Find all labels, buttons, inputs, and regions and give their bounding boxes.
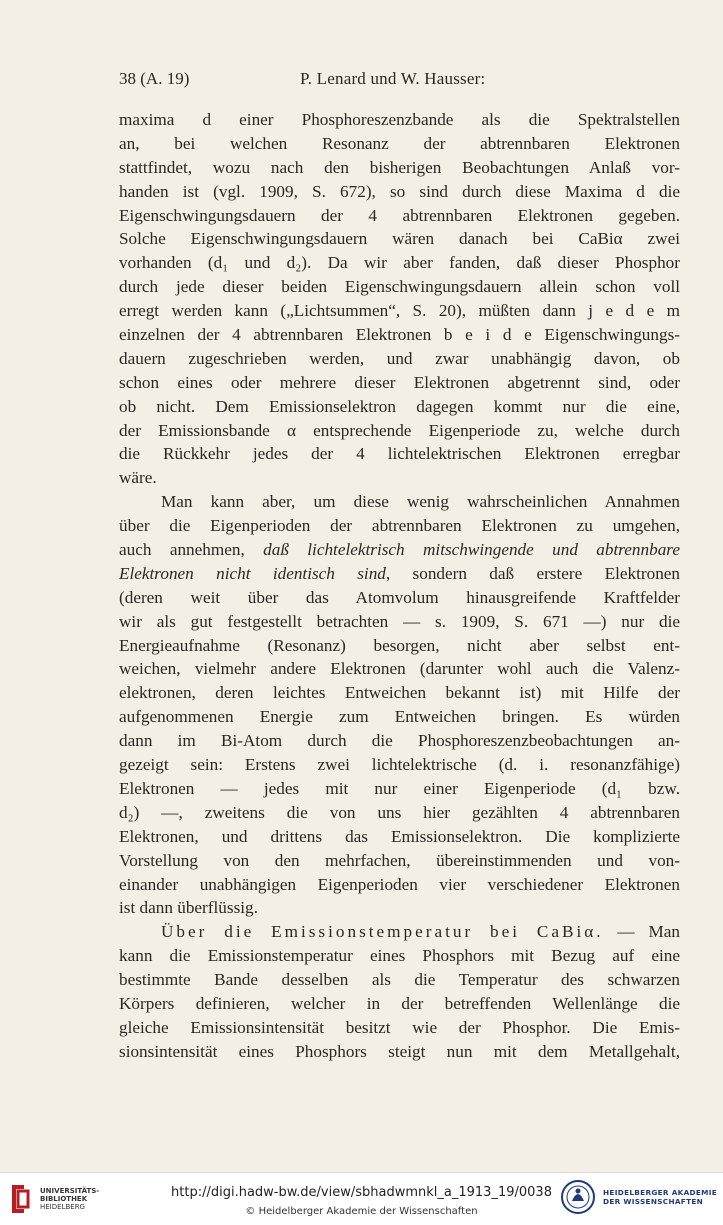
emphasis-text: Elektronen nicht identisch sind	[119, 563, 386, 583]
paragraph-3	[119, 920, 680, 1063]
paragraph-2	[119, 490, 680, 920]
text-line: handen ist (vgl. 1909, S. 672), so sind durch diese Maxima d die	[119, 181, 680, 201]
text-line: Elektronen, und drittens das Emissionselektron. Die komplizierte	[119, 826, 680, 846]
text-line: aufgenommenen Energie zum Entweichen bringen. Es würden	[119, 707, 680, 727]
running-title: P. Lenard und W. Hausser:	[300, 69, 486, 88]
text-line: erregt werden kann („Lichtsummen“, S. 20), müßten dann j e d e m	[119, 301, 680, 321]
text-run: — Man	[603, 922, 680, 942]
text-line: bestimmte Bande desselben als die Temperatur des schwarzen	[119, 970, 680, 990]
text-line: Körpers definieren, welcher in der betreffenden Wellenlänge die	[119, 993, 680, 1013]
text-line: ob nicht. Dem Emissionselektron dagegen kommt nur die eine,	[119, 396, 680, 416]
text-line: schon eines oder mehrere dieser Elektronen abgetrennt sind, oder	[119, 372, 680, 392]
body-text	[119, 108, 680, 1064]
text-line	[119, 920, 680, 944]
text-line: einzelnen der 4 abtrennbaren Elektronen b e i d e Eigenschwingungs-	[119, 325, 680, 345]
text-line: vorhanden (d₁ und d₂). Da wir aber fanden, daß dieser Phosphor	[119, 253, 680, 273]
text-line: ist dann überflüssig.	[119, 898, 258, 918]
text-line: elektronen, deren leichtes Entweichen bekannt ist) mit Hilfe der	[119, 683, 680, 703]
paragraph-2-continued	[119, 586, 680, 920]
text-line: maxima d einer Phosphoreszenzbande als die Spektralstellen	[119, 110, 680, 129]
text-line: sionsintensität eines Phosphors steigt nun mit dem Metallgehalt,	[119, 1041, 680, 1061]
paragraph-3-continued	[119, 944, 680, 1063]
text-line: über die Eigenperioden der abtrennbaren Elektronen zu umgehen,	[119, 516, 680, 536]
text-line	[119, 538, 680, 562]
text-line: Man kann aber, um diese wenig wahrscheinlichen Annahmen	[161, 492, 680, 512]
footer-bar	[0, 1172, 723, 1225]
academy-seal-icon	[560, 1179, 596, 1215]
text-line: an, bei welchen Resonanz der abtrennbaren Elektronen	[119, 133, 680, 153]
text-line: Energieaufnahme (Resonanz) besorgen, nicht aber selbst ent-	[119, 635, 680, 655]
text-line: (deren weit über das Atomvolum hinausgreifende Kraftfelder	[119, 587, 680, 607]
library-name-line: BIBLIOTHEK	[40, 1195, 88, 1203]
text-line: Eigenschwingungsdauern der 4 abtrennbaren Elektronen gegeben.	[119, 205, 680, 225]
library-name-line: HEIDELBERG	[40, 1203, 85, 1211]
text-run: , sondern daß erstere Elektronen	[385, 563, 681, 583]
permalink-url[interactable]: http://digi.hadw-bw.de/view/sbhadwmnkl_a_1913_19/0038	[171, 1185, 552, 1200]
text-line: der Emissionsbande α entsprechende Eigenperiode zu, welche durch	[119, 420, 680, 440]
academy-name	[603, 1188, 717, 1206]
text-line: dauern zugeschrieben werden, und zwar unabhängig davon, ob	[119, 348, 680, 368]
text-line: Elektronen — jedes mit nur einer Eigenperiode (d₁ bzw.	[119, 778, 680, 798]
copyright-notice: © Heidelberger Akademie der Wissenschaften	[245, 1206, 478, 1217]
text-line: d₂) —, zweitens die von uns hier gezählten 4 abtrennbaren	[119, 802, 680, 822]
text-line: gleiche Emissionsintensität besitzt wie der Phosphor. Die Emis-	[119, 1017, 680, 1037]
library-name-line: UNIVERSITÄTS-	[40, 1187, 100, 1195]
text-line: einander unabhängigen Eigenperioden vier verschiedener Elektronen	[119, 874, 680, 894]
academy-name-line: HEIDELBERGER AKADEMIE	[603, 1188, 718, 1197]
text-line: durch jede dieser beiden Eigenschwingungsdauern allein schon voll	[119, 277, 680, 297]
text-line: Vorstellung von den mehrfachen, übereinstimmenden und von-	[119, 850, 680, 870]
text-run: auch annehmen,	[119, 540, 264, 560]
emphasis-text: daß lichtelektrisch mitschwingende und abtrennbare	[263, 540, 680, 560]
section-heading: Über die Emissionstemperatur bei CaBiα.	[161, 922, 604, 942]
page-header	[119, 69, 680, 93]
text-line: Solche Eigenschwingungsdauern wären danach bei CaBiα zwei	[119, 229, 680, 249]
text-line: wir als gut festgestellt betrachten — s. 1909, S. 671 —) nur die	[119, 611, 680, 631]
text-line: weichen, vielmehr andere Elektronen (darunter wohl auch die Valenz-	[119, 659, 680, 679]
text-line: kann die Emissionstemperatur eines Phosphors mit Bezug auf eine	[119, 946, 680, 966]
text-line: wäre.	[119, 468, 157, 488]
paragraph-1	[119, 108, 680, 490]
page-number: 38 (A. 19)	[119, 69, 190, 88]
text-line: stattfindet, wozu nach den bisherigen Beobachtungen Anlaß vor-	[119, 157, 680, 177]
text-line	[119, 562, 680, 586]
text-line: dann im Bi-Atom durch die Phosphoreszenzbeobachtungen an-	[119, 731, 680, 751]
text-line: die Rückkehr jedes der 4 lichtelektrischen Elektronen erregbar	[119, 444, 680, 464]
academy-name-line: DER WISSENSCHAFTEN	[603, 1197, 704, 1206]
text-line: gezeigt sein: Erstens zwei lichtelektrische (d. i. resonanzfähige)	[119, 755, 680, 775]
